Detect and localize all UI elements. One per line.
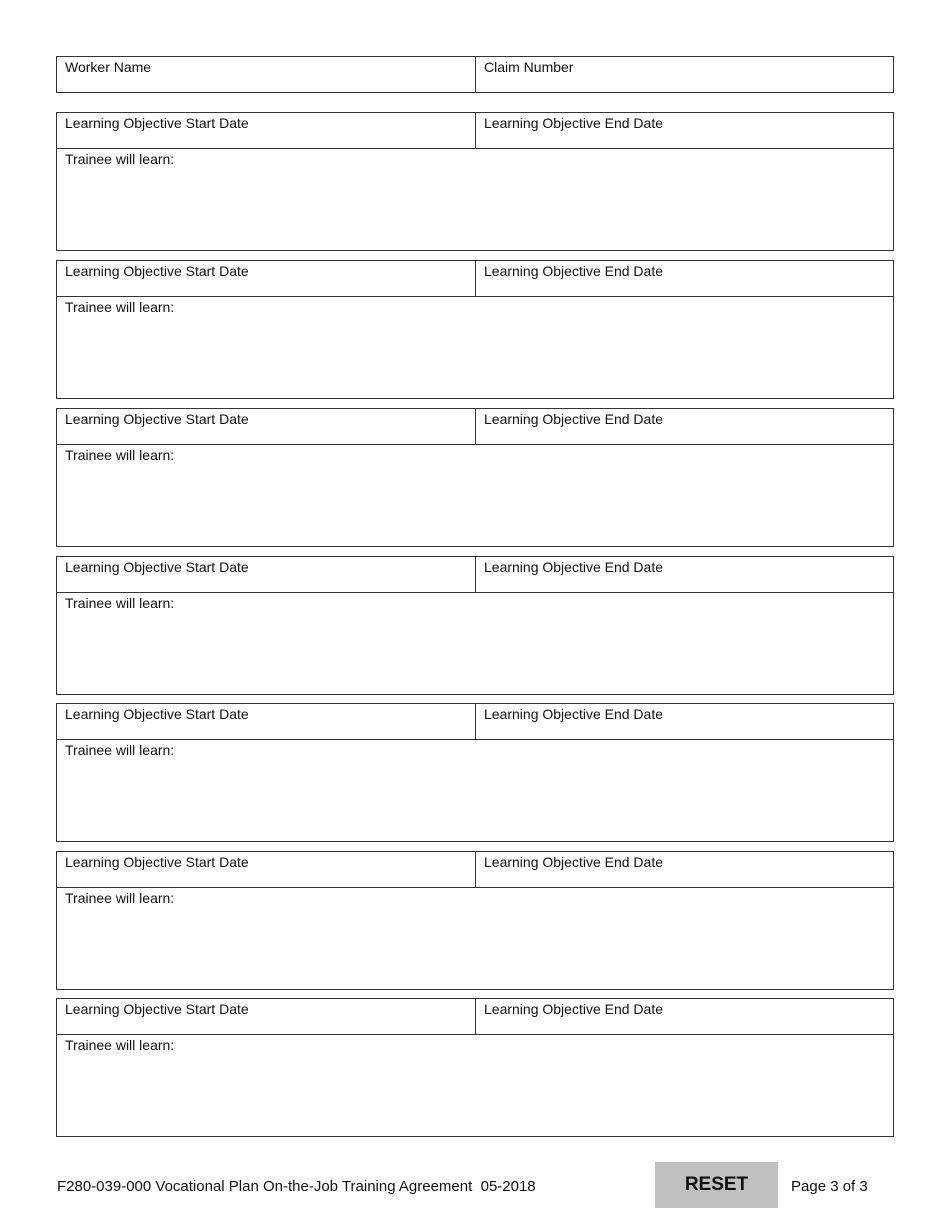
start-date-label: Learning Objective Start Date <box>65 854 249 870</box>
trainee-learn-field[interactable] <box>57 888 893 988</box>
objective-block-2 <box>56 260 894 399</box>
objective-start-date-field[interactable] <box>57 557 476 592</box>
trainee-learn-field[interactable] <box>57 593 893 693</box>
objective-block-3 <box>56 408 894 547</box>
start-date-label: Learning Objective Start Date <box>65 559 249 575</box>
objective-end-date-field[interactable] <box>476 704 893 739</box>
end-date-label: Learning Objective End Date <box>484 411 663 427</box>
trainee-learn-label: Trainee will learn: <box>65 151 175 167</box>
trainee-learn-field[interactable] <box>57 149 893 249</box>
objective-start-date-field[interactable] <box>57 113 476 148</box>
start-date-label: Learning Objective Start Date <box>65 115 249 131</box>
trainee-learn-label: Trainee will learn: <box>65 890 175 906</box>
trainee-learn-field[interactable] <box>57 1035 893 1135</box>
end-date-label: Learning Objective End Date <box>484 1001 663 1017</box>
objective-date-row <box>57 409 893 445</box>
objective-date-row <box>57 999 893 1035</box>
trainee-learn-field[interactable] <box>57 740 893 840</box>
objective-start-date-field[interactable] <box>57 704 476 739</box>
page-number: Page 3 of 3 <box>791 1178 868 1195</box>
trainee-learn-field[interactable] <box>57 445 893 545</box>
objective-end-date-field[interactable] <box>476 852 893 887</box>
objective-start-date-field[interactable] <box>57 261 476 296</box>
end-date-label: Learning Objective End Date <box>484 115 663 131</box>
trainee-learn-field[interactable] <box>57 297 893 397</box>
trainee-learn-label: Trainee will learn: <box>65 742 175 758</box>
start-date-label: Learning Objective Start Date <box>65 411 249 427</box>
header-box <box>56 56 894 93</box>
objective-block-7 <box>56 998 894 1137</box>
header-row <box>57 57 893 93</box>
end-date-label: Learning Objective End Date <box>484 559 663 575</box>
objective-date-row <box>57 261 893 297</box>
reset-button[interactable]: RESET <box>655 1162 778 1208</box>
objective-block-5 <box>56 703 894 842</box>
form-title: F280-039-000 Vocational Plan On-the-Job Training Agreement 05-2018 <box>57 1178 536 1195</box>
objective-date-row <box>57 557 893 593</box>
objective-date-row <box>57 852 893 888</box>
claim-number-label: Claim Number <box>484 59 574 75</box>
objective-start-date-field[interactable] <box>57 852 476 887</box>
objective-date-row <box>57 113 893 149</box>
end-date-label: Learning Objective End Date <box>484 706 663 722</box>
trainee-learn-label: Trainee will learn: <box>65 595 175 611</box>
objective-block-6 <box>56 851 894 990</box>
objective-block-1 <box>56 112 894 251</box>
objective-end-date-field[interactable] <box>476 999 893 1034</box>
objective-date-row <box>57 704 893 740</box>
objective-end-date-field[interactable] <box>476 557 893 592</box>
trainee-learn-label: Trainee will learn: <box>65 447 175 463</box>
trainee-learn-label: Trainee will learn: <box>65 1037 175 1053</box>
objective-end-date-field[interactable] <box>476 409 893 444</box>
start-date-label: Learning Objective Start Date <box>65 706 249 722</box>
objective-start-date-field[interactable] <box>57 999 476 1034</box>
trainee-learn-label: Trainee will learn: <box>65 299 175 315</box>
start-date-label: Learning Objective Start Date <box>65 1001 249 1017</box>
start-date-label: Learning Objective Start Date <box>65 263 249 279</box>
end-date-label: Learning Objective End Date <box>484 263 663 279</box>
objective-block-4 <box>56 556 894 695</box>
worker-name-label: Worker Name <box>65 59 152 75</box>
objective-end-date-field[interactable] <box>476 261 893 296</box>
end-date-label: Learning Objective End Date <box>484 854 663 870</box>
objective-end-date-field[interactable] <box>476 113 893 148</box>
worker-name-field[interactable] <box>57 57 476 93</box>
objective-start-date-field[interactable] <box>57 409 476 444</box>
claim-number-field[interactable] <box>476 57 893 93</box>
